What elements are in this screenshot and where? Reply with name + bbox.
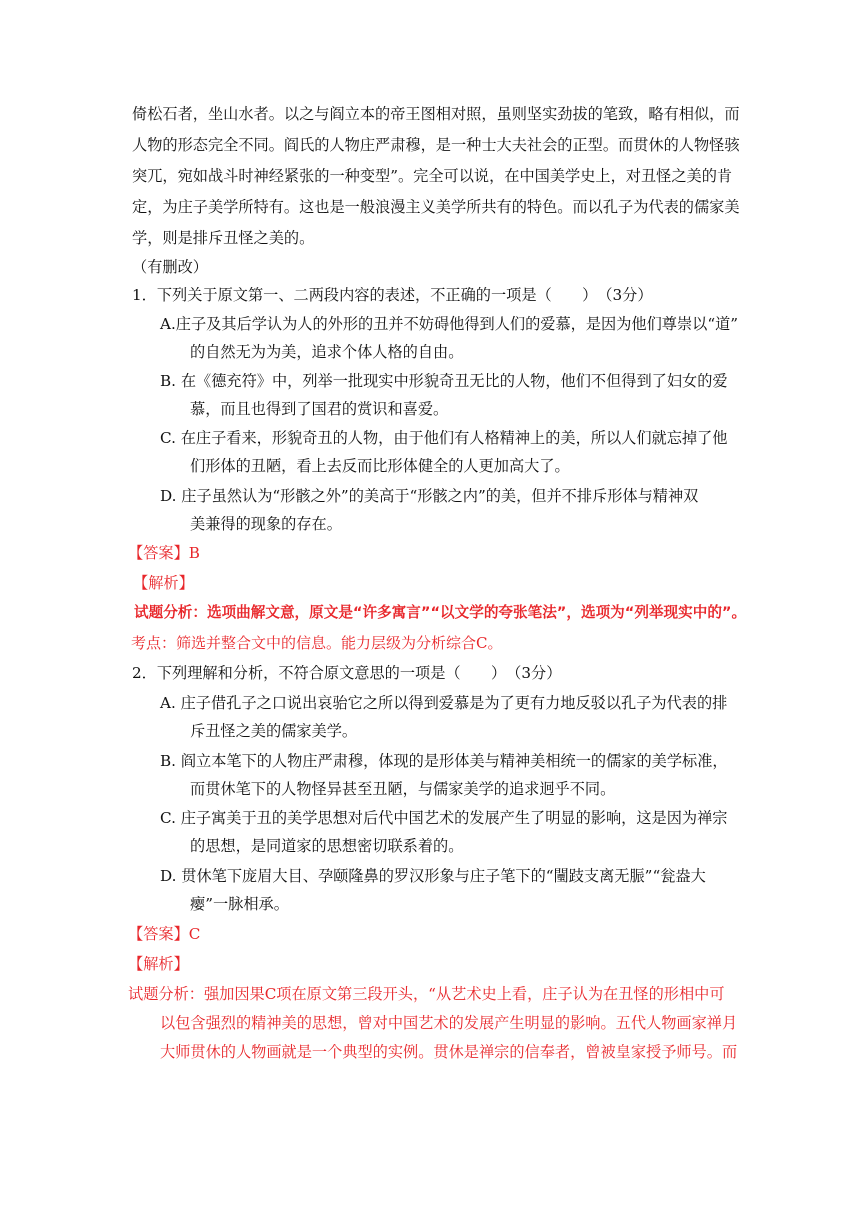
q1-option-c-cont: 们形体的丑陋，看上去反而比形体健全的人更加高大了。 bbox=[190, 457, 570, 475]
q1-analysis-label: 【解析】 bbox=[133, 574, 194, 592]
q2-option-d: D. 贯休笔下庞眉大目、孕颐隆鼻的罗汉形象与庄子笔下的“闉跂支离无脤”“瓮盎大 bbox=[160, 867, 706, 885]
q2-analysis-line: 试题分析：强加因果C项在原文第三段开头，“从艺术史上看，庄子认为在丑怪的形相中可 bbox=[128, 985, 725, 1003]
q2-analysis-label: 【解析】 bbox=[128, 955, 189, 973]
q1-option-a-cont: 的自然无为为美，追求个体人格的自由。 bbox=[190, 343, 464, 361]
q1-option-d: D. 庄子虽然认为“形骸之外”的美高于“形骸之内”的美，但并不排斥形体与精神双 bbox=[160, 487, 699, 505]
q2-option-b: B. 阎立本笔下的人物庄严肃穆，体现的是形体美与精神美相统一的儒家的美学标准， bbox=[160, 752, 728, 770]
passage-line: 突兀，宛如战斗时神经紧张的一种变型”。完全可以说，在中国美学史上，对丑怪之美的肯 bbox=[132, 167, 733, 185]
passage-line: 学，则是排斥丑怪之美的。 bbox=[132, 229, 315, 247]
q2-option-c: C. 庄子寓美于丑的美学思想对后代中国艺术的发展产生了明显的影响，这是因为禅宗 bbox=[160, 809, 728, 827]
q1-option-a: A.庄子及其后学认为人的外形的丑并不妨碍他得到人们的爱慕，是因为他们尊崇以“道” bbox=[160, 315, 739, 333]
q1-kaodian: 考点：筛选并整合文中的信息。能力层级为分析综合C。 bbox=[131, 634, 503, 652]
q1-option-b-cont: 慕，而且也得到了国君的赏识和喜爱。 bbox=[190, 400, 449, 418]
question-1-stem: 1．下列关于原文第一、二两段内容的表述，不正确的一项是（ ） （3分） bbox=[132, 286, 653, 304]
question-2-stem: 2．下列理解和分析，不符合原文意思的一项是（ ） （3分） bbox=[132, 664, 562, 682]
q1-answer: 【答案】B bbox=[128, 544, 200, 562]
q2-option-a: A. 庄子借孔子之口说出哀骀它之所以得到爱慕是为了更有力地反驳以孔子为代表的排 bbox=[160, 694, 728, 712]
q2-analysis-line: 大师贯休的人物画就是一个典型的实例。贯休是禅宗的信奉者，曾被皇家授予师号。而 bbox=[160, 1043, 738, 1061]
q2-option-a-cont: 斥丑怪之美的儒家美学。 bbox=[190, 722, 358, 740]
q2-analysis-line: 以包含强烈的精神美的思想，曾对中国艺术的发展产生明显的影响。五代人物画家禅月 bbox=[160, 1014, 738, 1032]
q2-option-d-cont: 瘿”一脉相承。 bbox=[190, 895, 289, 913]
passage-line: 定，为庄子美学所特有。这也是一般浪漫主义美学所共有的特色。而以孔子为代表的儒家美 bbox=[132, 198, 740, 216]
passage-line: 倚松石者，坐山水者。以之与阎立本的帝王图相对照，虽则坚实劲拔的笔致，略有相似，而 bbox=[132, 105, 740, 123]
q2-option-b-cont: 而贯休笔下的人物怪异甚至丑陋，与儒家美学的追求迥乎不同。 bbox=[190, 780, 616, 798]
q2-option-c-cont: 的思想，是同道家的思想密切联系着的。 bbox=[190, 837, 464, 855]
q1-option-c: C. 在庄子看来，形貌奇丑的人物，由于他们有人格精神上的美，所以人们就忘掉了他 bbox=[160, 429, 728, 447]
q2-answer: 【答案】C bbox=[128, 925, 201, 943]
q1-option-d-cont: 美兼得的现象的存在。 bbox=[190, 515, 342, 533]
passage-line: 人物的形态完全不同。阎氏的人物庄严肃穆，是一种士大夫社会的正型。而贯休的人物怪骇 bbox=[132, 136, 740, 154]
q1-analysis: 试题分析：选项曲解文意，原文是“许多寓言”“以文学的夸张笔法”，选项为“列举现实中的”。 bbox=[134, 604, 747, 621]
passage-source-note: （有删改） bbox=[132, 258, 208, 276]
q1-option-b: B. 在《德充符》中，列举一批现实中形貌奇丑无比的人物，他们不但得到了妇女的爱 bbox=[160, 372, 728, 390]
